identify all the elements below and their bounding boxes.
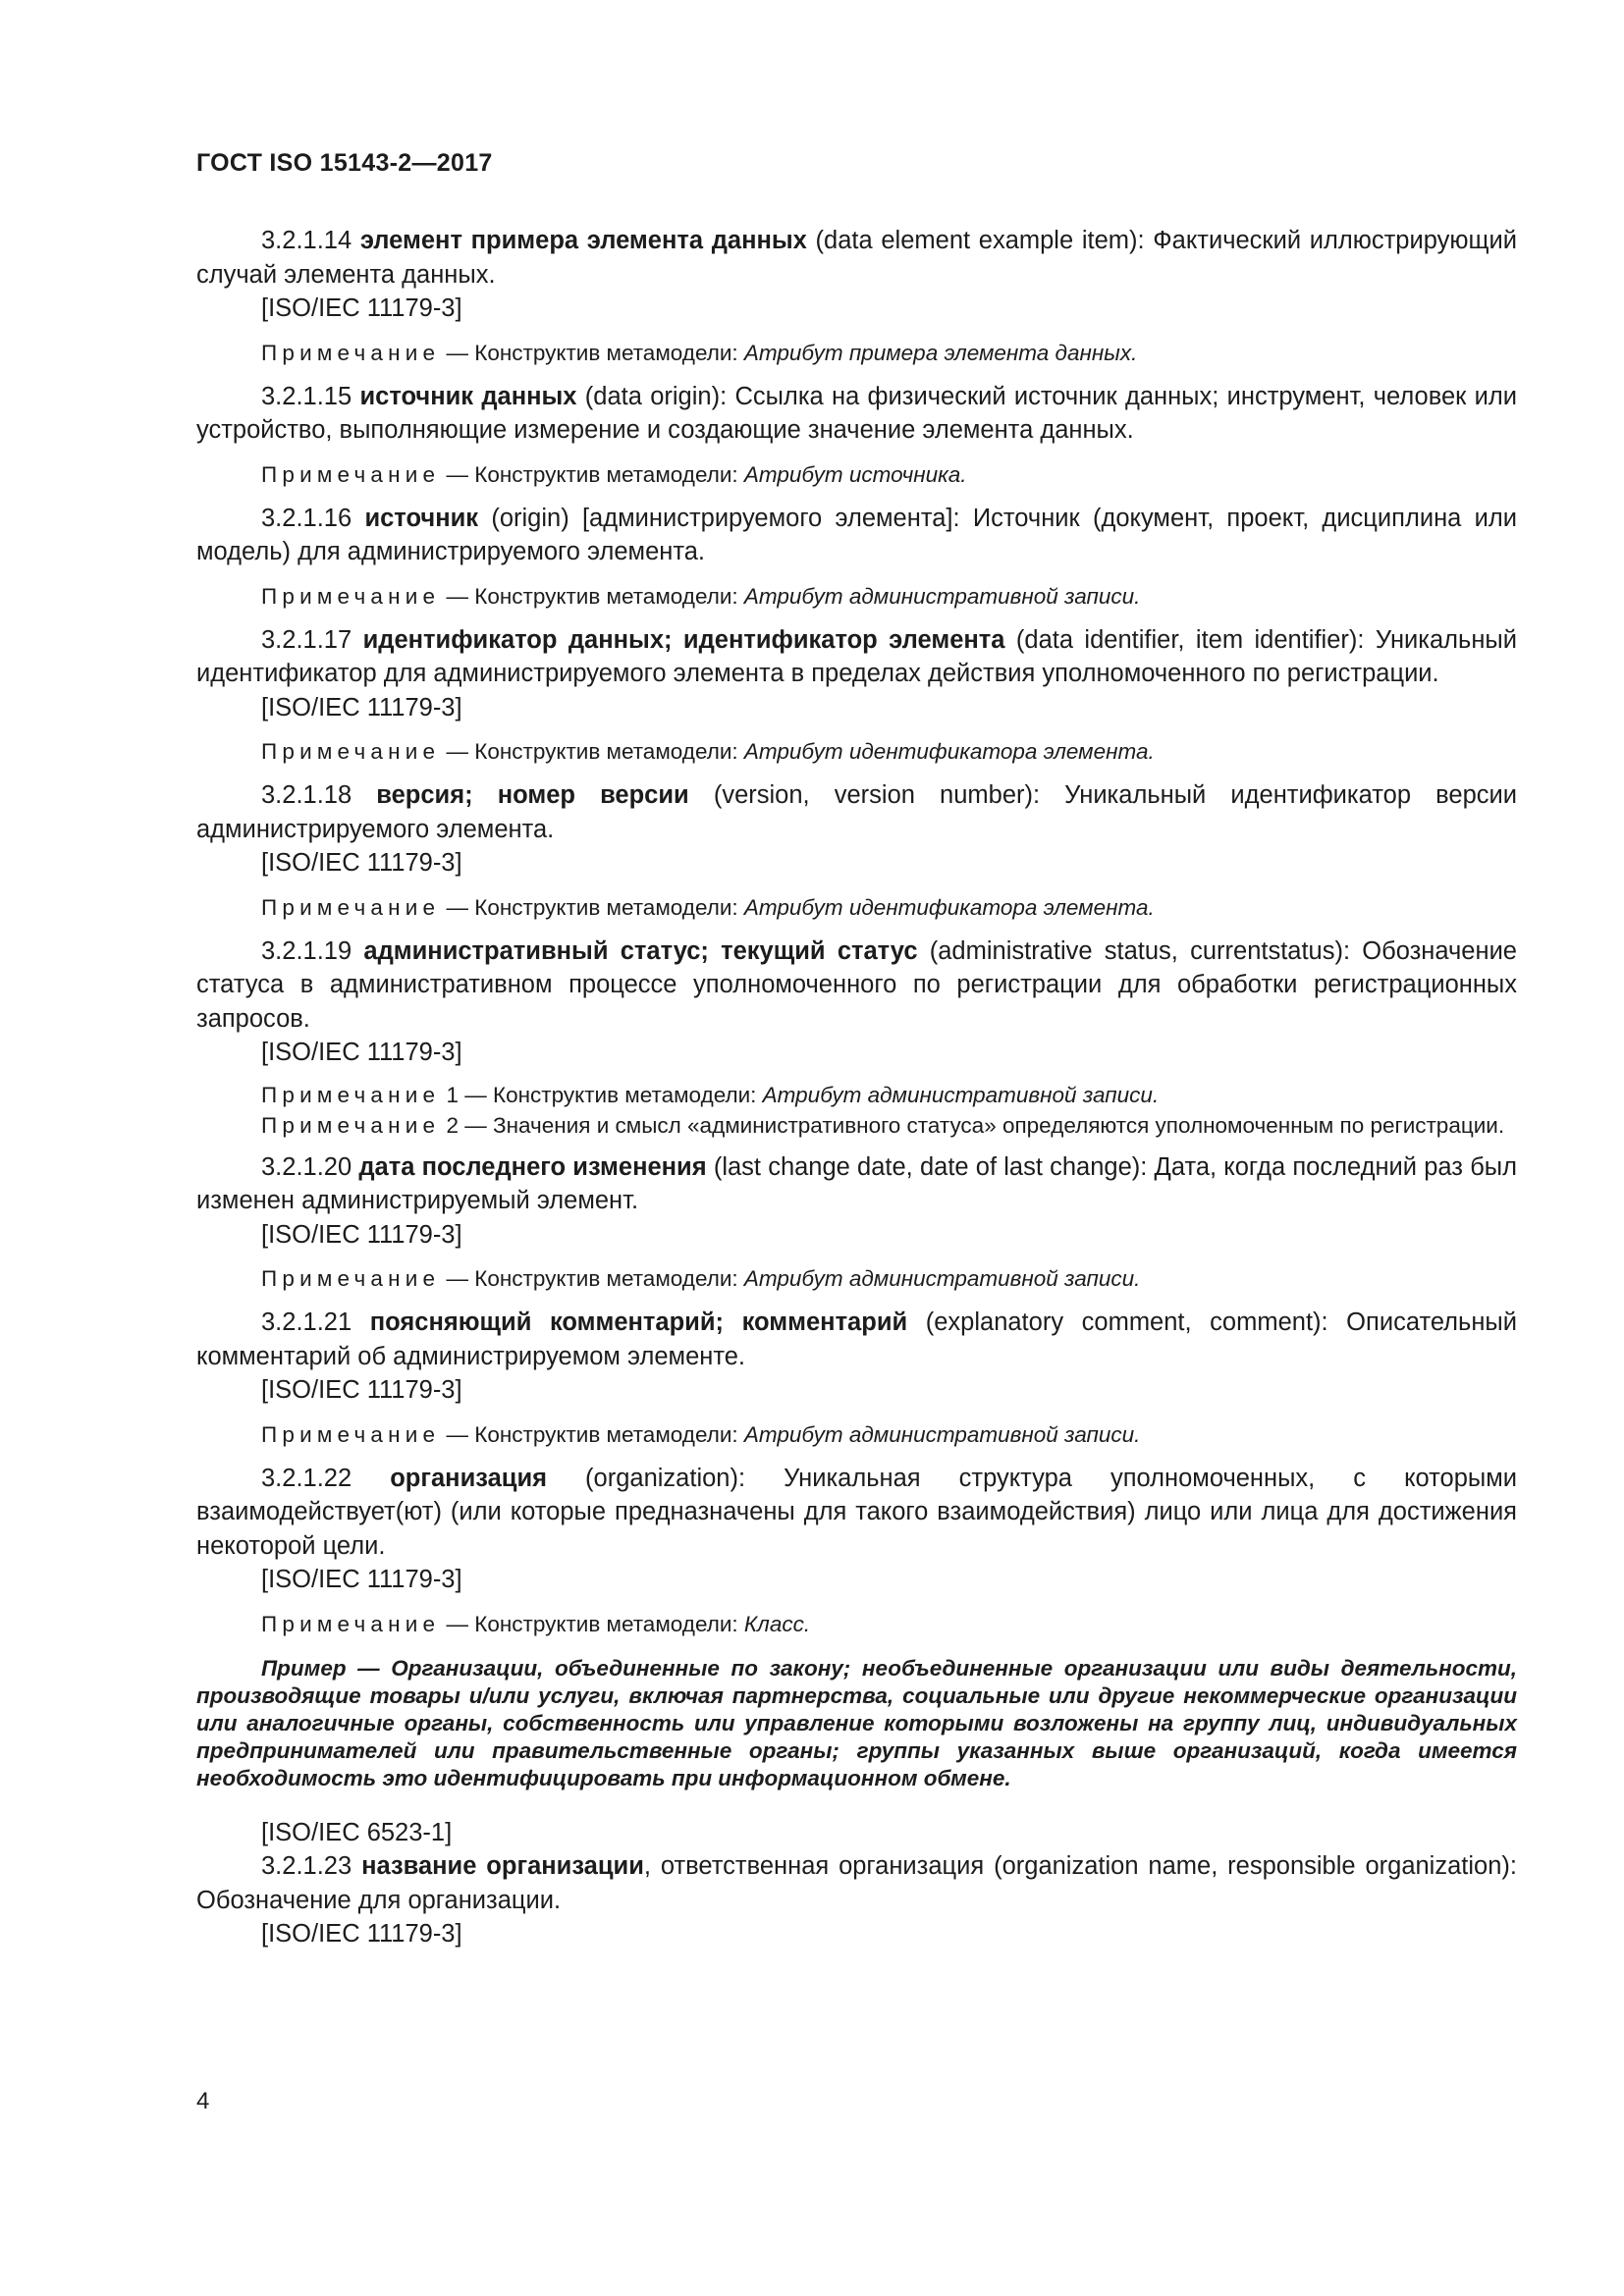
term-number: 3.2.1.20 xyxy=(261,1152,352,1181)
term-note xyxy=(196,581,1517,612)
note-label: Примечание xyxy=(261,583,441,609)
term-reference: [ISO/IEC 11179-3] xyxy=(261,1039,462,1066)
term-reference: [ISO/IEC 11179-3] xyxy=(261,1920,462,1948)
term-example: Пример — Организации, объединенные по закону; необъединенные организации или виды деятельности, производящие товары и/или услуги, включая партнерства, социальные или другие некоммерческие организации или аналогичные органы, собственность или управление которыми возложены на группу лиц, индивидуальных предпринимателей или правительственные органы; группы указанных выше организаций, когда имеется необходимость это идентифицировать при информационном обмене. xyxy=(196,1655,1517,1790)
term-name: административный статус; текущий статус xyxy=(363,936,918,965)
note-text: Атрибут примера элемента данных. xyxy=(743,340,1138,365)
term-number: 3.2.1.17 xyxy=(261,625,352,654)
note-text: — Значения и смысл «административного статуса» определяются уполномоченным по регистрации. xyxy=(459,1112,1505,1138)
term-definition: (version, version number): Уникальный идентификатор версии администрируемого элемента. xyxy=(196,781,1517,843)
term-note-1 xyxy=(196,1080,1517,1110)
term-reference: [ISO/IEC 11179-3] xyxy=(261,1220,462,1249)
term-definition: , ответственная организация (organization name, responsible organization): Обозначение для организации. xyxy=(196,1852,1517,1914)
term-note xyxy=(196,1419,1517,1450)
term-number: 3.2.1.23 xyxy=(261,1852,352,1880)
note-label: Примечание xyxy=(261,1421,441,1447)
term-name: название организации xyxy=(361,1852,644,1880)
term-name: источник xyxy=(364,504,479,532)
note-label: Примечание xyxy=(261,894,441,920)
term-entry xyxy=(196,934,1517,1037)
term-definition: (origin) [администрируемого элемента]: Источник (документ, проект, дисциплина или модель) для администрируемого элемента. xyxy=(196,504,1517,565)
document-header: ГОСТ ISO 15143-2—2017 xyxy=(196,149,493,177)
note-label: Примечание xyxy=(261,340,441,365)
note-text: Атрибут идентификатора элемента. xyxy=(743,739,1155,764)
term-definition: (explanatory comment, comment): Описательный комментарий об администрируемом элементе. xyxy=(196,1308,1517,1370)
term-reference: [ISO/IEC 11179-3] xyxy=(261,1376,462,1404)
term-entry xyxy=(196,1462,1517,1564)
term-number: 3.2.1.19 xyxy=(261,936,352,965)
example-reference: [ISO/IEC 6523-1] xyxy=(261,1818,453,1846)
term-number: 3.2.1.14 xyxy=(261,227,352,254)
note-number: 2 xyxy=(440,1112,459,1138)
term-number: 3.2.1.21 xyxy=(261,1308,352,1336)
term-entry xyxy=(196,1306,1517,1373)
term-number: 3.2.1.15 xyxy=(261,382,352,410)
note-text: Атрибут административной записи. xyxy=(762,1082,1160,1107)
term-entry xyxy=(196,224,1517,292)
term-note xyxy=(196,736,1517,767)
term-number: 3.2.1.18 xyxy=(261,781,352,809)
term-reference: [ISO/IEC 11179-3] xyxy=(261,294,462,322)
note-text: Класс. xyxy=(743,1611,811,1636)
note-number: 1 xyxy=(440,1082,459,1107)
note-dash: — Конструктив метамодели: xyxy=(440,894,744,920)
note-dash: — Конструктив метамодели: xyxy=(459,1082,763,1107)
note-dash: — Конструктив метамодели: xyxy=(440,1421,744,1447)
term-reference: [ISO/IEC 11179-3] xyxy=(261,693,462,721)
term-notes xyxy=(196,1080,1517,1141)
term-number: 3.2.1.22 xyxy=(261,1464,352,1492)
term-name: идентификатор данных; идентификатор элемента xyxy=(362,625,1005,654)
note-text: Атрибут идентификатора элемента. xyxy=(743,894,1155,920)
term-note xyxy=(196,459,1517,490)
document-body xyxy=(196,224,1517,1951)
term-reference: [ISO/IEC 11179-3] xyxy=(261,849,462,877)
term-definition: (last change date, date of last change): Дата, когда последний раз был изменен администрируемый элемент. xyxy=(196,1152,1518,1214)
note-dash: — Конструктив метамодели: xyxy=(440,739,744,764)
term-definition: (data element example item): Фактический иллюстрирующий случай элемента данных. xyxy=(196,227,1517,289)
term-reference: [ISO/IEC 11179-3] xyxy=(261,1566,462,1593)
term-note xyxy=(196,1263,1517,1294)
note-dash: — Конструктив метамодели: xyxy=(440,1266,744,1291)
page-number: 4 xyxy=(196,2088,210,2114)
note-dash: — Конструктив метамодели: xyxy=(440,1611,744,1636)
term-name: источник данных xyxy=(359,382,577,410)
note-label: Примечание xyxy=(261,1082,441,1107)
note-text: Атрибут административной записи. xyxy=(743,583,1141,609)
term-note xyxy=(196,892,1517,923)
note-label: Примечание xyxy=(261,461,441,487)
note-text: Атрибут источника. xyxy=(743,461,967,487)
note-dash: — Конструктив метамодели: xyxy=(440,340,744,365)
term-name: элемент примера элемента данных xyxy=(359,227,807,254)
note-label: Примечание xyxy=(261,1112,441,1138)
term-definition: (organization): Уникальная структура уполномоченных, с которыми взаимодействует(ют) (или которые предназначены для такого взаимодействия) лицо или лица для достижения некоторой цели. xyxy=(196,1464,1517,1560)
term-entry xyxy=(196,1849,1517,1917)
note-text: Атрибут административной записи. xyxy=(743,1421,1141,1447)
term-definition: (administrative status, currentstatus): Обозначение статуса в административном процессе уполномоченного по регистрации для обработки регистрационных запросов. xyxy=(196,936,1517,1033)
note-dash: — Конструктив метамодели: xyxy=(440,461,744,487)
note-label: Примечание xyxy=(261,739,441,764)
term-entry xyxy=(196,1150,1517,1218)
term-note-2 xyxy=(196,1110,1517,1141)
note-text: Атрибут административной записи. xyxy=(743,1266,1141,1291)
note-label: Примечание xyxy=(261,1611,441,1636)
term-number: 3.2.1.16 xyxy=(261,504,352,532)
term-entry xyxy=(196,502,1517,569)
term-name: версия; номер версии xyxy=(376,781,689,809)
term-name: поясняющий комментарий; комментарий xyxy=(369,1308,908,1336)
note-dash: — Конструктив метамодели: xyxy=(440,583,744,609)
term-entry xyxy=(196,623,1517,691)
note-label: Примечание xyxy=(261,1266,441,1291)
term-definition: (data identifier, item identifier): Уникальный идентификатор для администрируемого элемента в пределах действия уполномоченного по регистрации. xyxy=(196,625,1517,687)
term-entry xyxy=(196,380,1517,448)
term-name: дата последнего изменения xyxy=(358,1152,707,1181)
term-definition: (data origin): Ссылка на физический источник данных; инструмент, человек или устройство, выполняющие измерение и создающие значение элемента данных. xyxy=(196,382,1517,444)
term-name: организация xyxy=(390,1464,548,1492)
term-note xyxy=(196,338,1517,368)
term-entry xyxy=(196,778,1517,846)
term-note xyxy=(196,1609,1517,1639)
